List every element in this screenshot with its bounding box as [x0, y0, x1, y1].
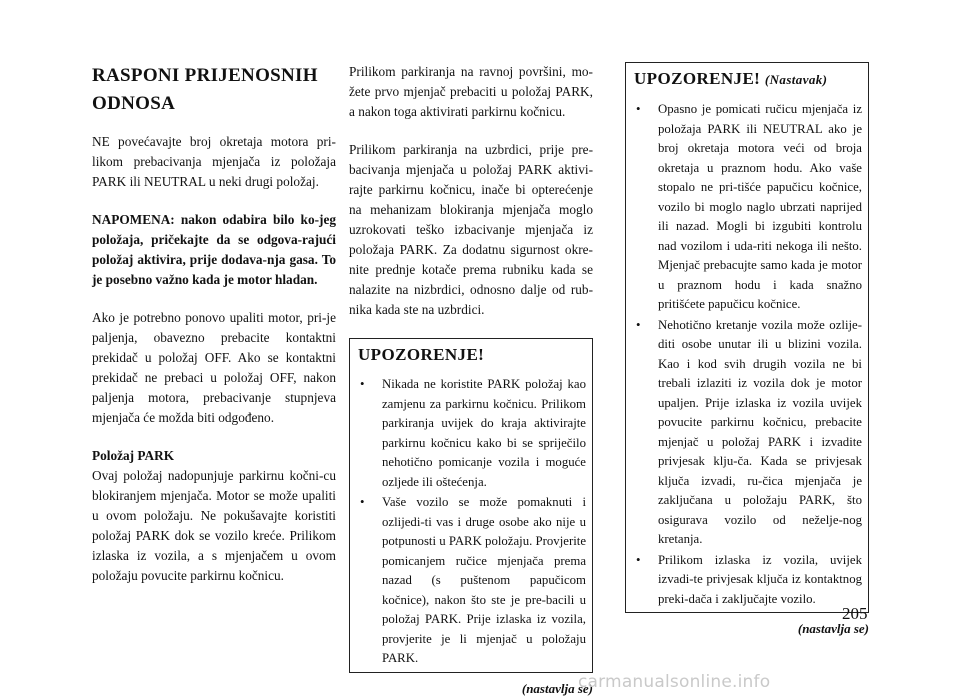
list-item: • Vaše vozilo se može pomaknuti i ozlijedi-ti vas i druge osobe ako nije u potpunosti u PARK položaju. Provjerite pomicanjem ručice mjenjača prema nazad (s puštenom papučicom kočnice), nakon što ste je pre-bacili u položaj PARK. Prije izlaska iz vozila, provjerite je li mjenjač u položaju PARK.	[360, 495, 586, 665]
list-item: • Opasno je pomicati ručicu mjenjača iz položaja PARK ili NEUTRAL ako je broj okretaja motora veći od broja okretaja u praznom hodu. Ako vaše stopalo ne pri-tišće papučicu kočnice, vozilo bi moglo naglo ubrzati naprijed ili nazad. Mogli bi izgubiti kontrolu nad vozilom i uda-riti nekoga ili nešto. Mjenjač prebacujte samo kada je motor u praznom hodu i kada snažno pritišćete papučicu kočnice.	[636, 102, 862, 311]
warning-box	[349, 338, 593, 673]
subheading-park: Položaj PARK	[92, 448, 175, 463]
warning-title: UPOZORENJE!	[358, 345, 485, 364]
paragraph-flat-parking: Prilikom parkiranja na ravnoj površini, mo-žete prvo mjenjač prebaciti u položaj PARK, a nakon toga aktivirati parkirnu kočnicu.	[349, 64, 593, 119]
list-item: • Prilikom izlaska iz vozila, uvijek izvadi-te privjesak ključa iz kontaktnog preki-dača i zaključajte vozilo.	[636, 552, 862, 606]
note-paragraph: NAPOMENA: nakon odabira bilo ko-jeg položaja, pričekajte da se odgova-rajući položaj aktivira, prije dodava-nja gasa. To je posebno važno kada je motor hladan.	[92, 212, 336, 287]
bullet-icon: •	[636, 102, 641, 116]
bullet-icon: •	[360, 377, 365, 391]
watermark-footer: carmanualsonline.info	[578, 672, 771, 692]
paragraph-park: Ovaj položaj nadopunjuje parkirnu kočni-cu blokiranjem mjenjača. Motor se može upaliti u ovom položaju. Ne pokušavajte koristiti položaj PARK dok se vozilo kreće. Prilikom izlaska iz vozila, a s mjenjačem u ovom položaju povucite parkirnu kočnicu.	[92, 468, 336, 583]
column-right	[625, 62, 869, 639]
continued-label: (nastavlja se)	[521, 680, 593, 696]
warning-list	[358, 375, 586, 669]
column-left	[92, 62, 336, 604]
bullet-icon: •	[360, 495, 365, 509]
list-item: • Nikada ne koristite PARK položaj kao zamjenu za parkirnu kočnicu. Prilikom parkiranja uvijek do kraja aktivirajte parkirnu kočnicu kako bi se spriječilo nehotično pomicanje vozila i moguće ozljede ili oštećenja.	[360, 377, 586, 489]
section-heading: RASPONI PRIJENOSNIH ODNOSA	[92, 65, 318, 114]
warning-box-continued	[625, 62, 869, 613]
list-item: • Nehotično kretanje vozila može ozlije-diti osobe unutar ili u blizini vozila. Kao i kod svih drugih vozila ne bi trebali izlaziti iz vozila dok je motor upaljen. Prije izlaska iz vozila uvijek povucite parkirnu kočnicu, prebacite mjenjač u položaj PARK i izvadite privjesak klju-ča. Kada se privjesak ključa izvadi, ru-čica mjenjača je zaključana u položaju PARK, što osigurava vozilo od neželje-nog kretanja.	[636, 317, 862, 546]
bullet-icon: •	[636, 317, 641, 332]
paragraph-restart: Ako je potrebno ponovo upaliti motor, pri-je paljenja, obavezno prebacite kontaktni prekidač u položaj OFF. Ako se kontaktni prekidač ne prebaci u položaj OFF, nakon paljenja motora, prebacivanje stupnjeva mjenjača će možda biti odgođeno.	[92, 310, 336, 425]
continued-label: (nastavlja se)	[797, 621, 869, 636]
column-middle	[349, 62, 593, 699]
warning-continued-suffix: (Nastavak)	[764, 72, 828, 87]
paragraph-hill-parking: Prilikom parkiranja na uzbrdici, prije pre-bacivanja mjenjača u položaj PARK aktivi-rajte parkirnu kočnicu, inače bi opterećenje na mehanizam blokiranja mjenjača moglo uzrokovati teško izbacivanje mjenjača iz položaja PARK. Za dodatnu sigurnost okre-nite prednje kotače prema rubniku kada se nalazite na nizbrdici, odnosno dalje od rub-nika kada ste na uzbrdici.	[349, 142, 593, 317]
paragraph-rpm: NE povećavajte broj okretaja motora pri-likom prebacivanja mjenjača iz položaja PARK ili NEUTRAL u neki drugi položaj.	[92, 134, 336, 189]
page-number: 205	[842, 604, 868, 623]
warning-title: UPOZORENJE! (Nastavak)	[634, 69, 828, 88]
bullet-icon: •	[636, 552, 641, 567]
warning-list	[634, 100, 862, 609]
